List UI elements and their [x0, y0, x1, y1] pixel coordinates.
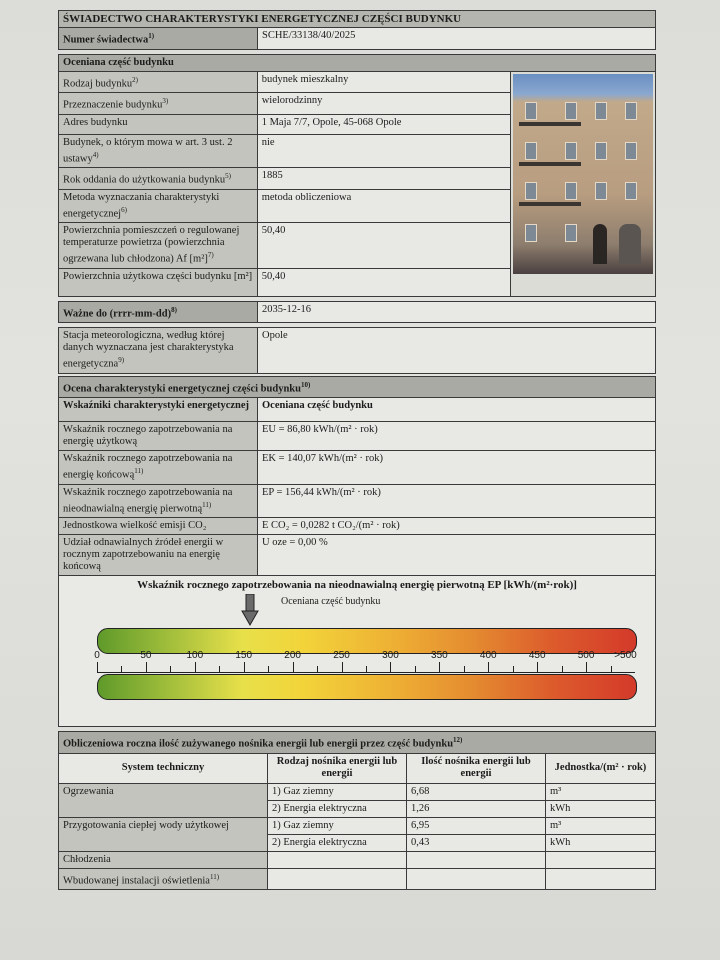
system-lighting: Wbudowanej instalacji oświetlenia$^{11)}$: [59, 868, 268, 890]
usable-area: 50,40: [257, 268, 511, 296]
axis-tick: [244, 662, 245, 672]
axis-tick-label: 400: [479, 650, 497, 661]
assessment-section-title: Ocena charakterystyki energetycznej części budynku$^{10)}$: [59, 376, 656, 398]
axis-tick-label: 350: [431, 650, 448, 661]
axis-tick: [268, 666, 269, 672]
chart-title: Wskaźnik rocznego zapotrzebowania na nieodnawialną energię pierwotną EP [kWh/(m²·rok)]: [137, 579, 577, 591]
axis-tick: [366, 666, 367, 672]
certificate-number-label: Numer świadectwa$^{1)}$: [59, 28, 258, 50]
axis-tick: [537, 662, 538, 672]
axis-tick: [342, 662, 343, 672]
row-label: Wskaźnik rocznego zapotrzebowania na nieodnawialną energię pierwotną$^{11)}$: [59, 484, 258, 518]
validity-table: [58, 301, 656, 324]
assessed-part-table: [58, 54, 656, 297]
axis-tick-label: 250: [333, 650, 350, 661]
axis-tick-label: 100: [186, 650, 204, 661]
row-label: Adres budynku: [59, 114, 258, 134]
building-purpose: wielorodzinny: [257, 93, 511, 115]
axis-tick-label: 300: [382, 650, 399, 661]
station-label: Stacja meteorologiczna, według której danych wyznaczana jest charakterystyka energetyczna$^{9)}$: [59, 328, 258, 374]
oze-value: U oze = 0,00 %: [258, 535, 656, 576]
axis-tick: [562, 666, 563, 672]
system-hot-water: Przygotowania ciepłej wody użytkowej: [59, 817, 268, 851]
row-label: Wskaźnik rocznego zapotrzebowania na energię użytkową: [59, 422, 258, 451]
system-heating: Ogrzewania: [59, 783, 268, 817]
axis-line: [97, 672, 635, 673]
axis-tick: [317, 666, 318, 672]
row-label: Powierzchnia pomieszczeń o regulowanej temperaturze powietrza (powierzchnia ogrzewana lub chłodzona) Af $[m^2]^{7)}$: [59, 223, 258, 269]
method: metoda obliczeniowa: [257, 189, 511, 223]
axis-tick-label: 0: [94, 650, 100, 661]
station-value: Opole: [258, 328, 656, 374]
row-label: Budynek, o którym mowa w art. 3 ust. 2 ustawy$^{4)}$: [59, 134, 258, 168]
axis-tick-label: >500: [614, 650, 637, 661]
axis-tick-label: 500: [577, 650, 595, 661]
building-address: 1 Maja 7/7, Opole, 45-068 Opole: [257, 114, 511, 134]
axis-tick: [170, 666, 171, 672]
arrow-down-icon: [241, 594, 259, 626]
row-label: Udział odnawialnych źródeł energii w rocznym zapotrzebowaniu na energię końcową: [59, 535, 258, 576]
axis-tick: [439, 662, 440, 672]
energy-section-title: Obliczeniowa roczna ilość zużywanego nośnika energii lub energii przez część budynku$^{12)}$: [59, 732, 656, 754]
ep-gradient-bar-top: [97, 628, 637, 654]
marker-label: Oceniana część budynku: [281, 596, 381, 607]
axis-tick: [121, 666, 122, 672]
axis-tick: [611, 666, 612, 672]
col-amount: Ilość nośnika energii lub energii: [407, 753, 546, 783]
axis-tick: [195, 662, 196, 672]
row-label: Rodzaj budynku$^{2)}$: [59, 71, 258, 93]
axis-tick: [97, 662, 98, 672]
ep-scale-chart: [58, 576, 656, 727]
energy-carrier-table: Obliczeniowa roczna ilość zużywanego nośnika energii lub energii przez część budynku$^{12)}$ System techniczny Rodzaj nośnika energii lub energii Ilość nośnika energii lub energii Jednostka/(m² · rok) Ogrzewania 1) Gaz ziemny 6,68 m³ 2) Energia elektryczna 1,26 kWh Przygotowania ciepłej wody użytkowej 1) Gaz ziemny 6,95 m³ 2) Energia elektryczna 0,43 kWh Chłodzenia Wbudowanej instalacji oświetlenia$^{11)}$: [58, 731, 656, 890]
indicator-header: Wskaźniki charakterystyki energetycznej: [59, 398, 258, 422]
axis-tick: [146, 662, 147, 672]
row-label: Przeznaczenie budynku$^{3)}$: [59, 93, 258, 115]
certificate-number: SCHE/33138/40/2025: [258, 28, 656, 50]
axis-tick: [390, 662, 391, 672]
year-built: 1885: [257, 168, 511, 190]
axis-tick-label: 200: [284, 650, 301, 661]
axis-tick: [219, 666, 220, 672]
assessed-section-title: Oceniana część budynku: [59, 54, 656, 71]
axis-tick: [415, 666, 416, 672]
valid-until: 2035-12-16: [258, 301, 656, 323]
valid-until-label: Ważne do (rrrr-mm-dd)$^{8)}$: [59, 301, 258, 323]
station-table: [58, 327, 656, 374]
certificate-page: [58, 10, 656, 890]
building-photo: [511, 71, 656, 296]
building-type: budynek mieszkalny: [257, 71, 511, 93]
axis-tick: [464, 666, 465, 672]
eu-value: EU = 86,80 kWh/(m² · rok): [258, 422, 656, 451]
axis-tick: [586, 662, 587, 672]
heated-area: 50,40: [257, 223, 511, 269]
col-system: System techniczny: [59, 753, 268, 783]
ep-gradient-bar-bottom: [97, 674, 637, 700]
row-label: Wskaźnik rocznego zapotrzebowania na energię końcową$^{11)}$: [59, 451, 258, 485]
ep-value: EP = 156,44 kWh/(m² · rok): [258, 484, 656, 518]
assessment-table: [58, 376, 656, 577]
axis-tick: [488, 662, 489, 672]
co2-value: E CO₂ = 0,0282 t CO₂/(m² · rok): [258, 518, 656, 535]
row-label: Metoda wyznaczania charakterystyki energetycznej$^{6)}$: [59, 189, 258, 223]
axis-tick-label: 50: [140, 650, 152, 661]
axis-tick: [513, 666, 514, 672]
col-unit: Jednostka/(m² · rok): [546, 753, 656, 783]
system-cooling: Chłodzenia: [59, 851, 268, 868]
row-label: Rok oddania do użytkowania budynku$^{5)}$: [59, 168, 258, 190]
row-label: Jednostkowa wielkość emisji CO₂: [59, 518, 258, 535]
row-label: Powierzchnia użytkowa części budynku [m²]: [59, 268, 258, 296]
axis-tick-label: 150: [235, 650, 253, 661]
axis-tick-label: 450: [528, 650, 546, 661]
assessed-header: Oceniana część budynku: [258, 398, 656, 422]
axis-tick: [293, 662, 294, 672]
art3-building: nie: [257, 134, 511, 168]
ek-value: EK = 140,07 kWh/(m² · rok): [258, 451, 656, 485]
col-carrier: Rodzaj nośnika energii lub energii: [268, 753, 407, 783]
header-table: [58, 10, 656, 50]
document-title: ŚWIADECTWO CHARAKTERYSTYKI ENERGETYCZNEJ CZĘŚCI BUDYNKU: [59, 11, 656, 28]
